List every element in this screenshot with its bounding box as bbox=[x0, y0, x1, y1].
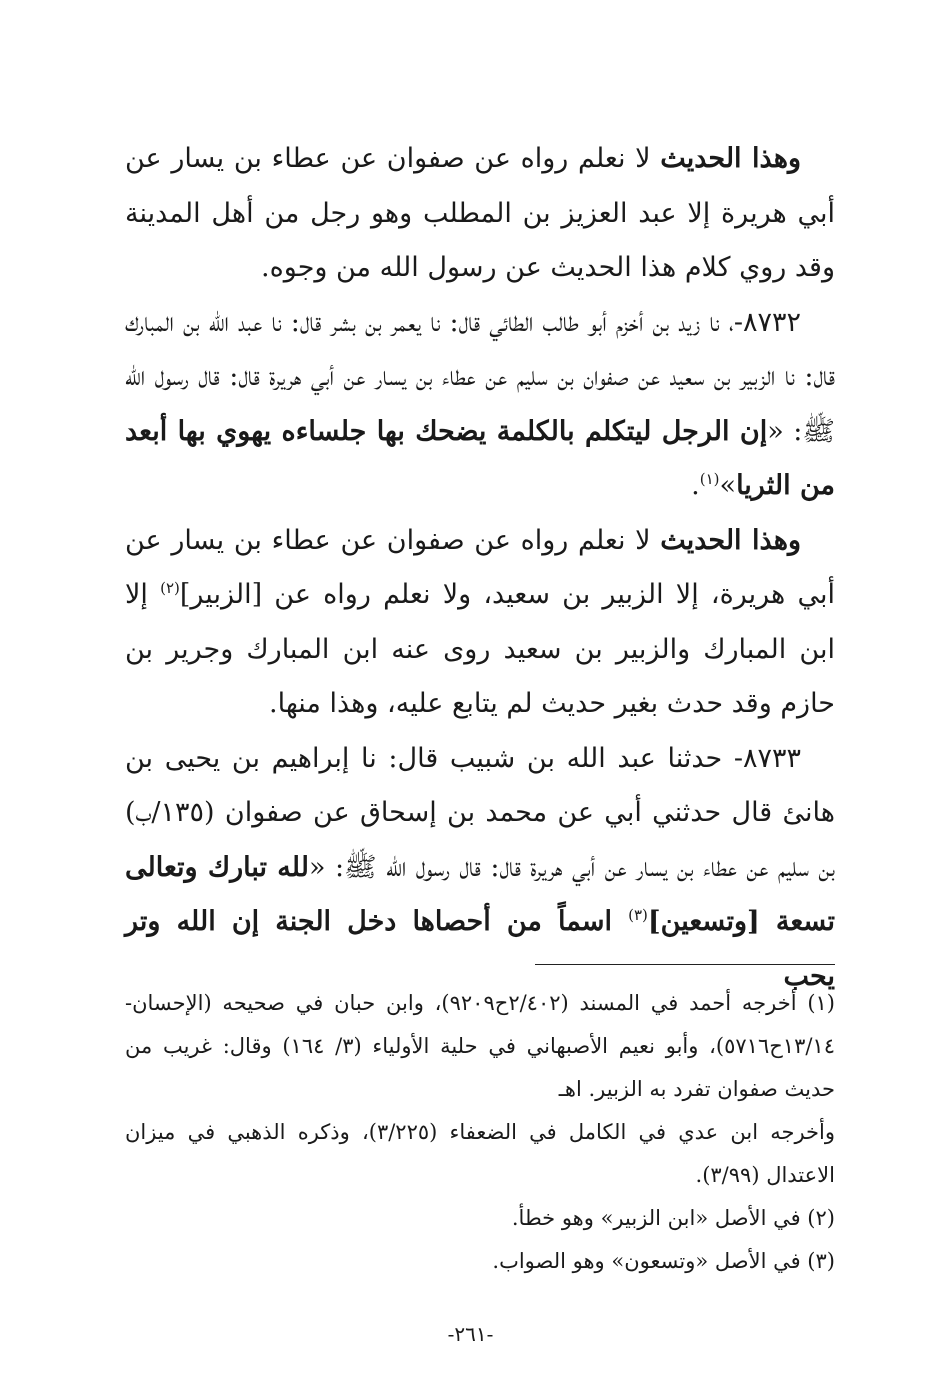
footnote-ref-3[interactable]: (٣) bbox=[628, 906, 648, 924]
paragraph-text: لا نعلم رواه عن صفوان عن عطاء بن يسار عن أبي هريرة إلا عبد العزيز بن المطلب وهو رجل من أهل المدينة وقد روي كلام هذا الحديث عن رسول الله من وجوه. bbox=[125, 143, 835, 283]
bold-lead: وهذا الحديث bbox=[660, 143, 801, 174]
footnotes-section bbox=[125, 982, 835, 1283]
footnote-3: (٣) في الأصل «وتسعون» وهو الصواب. bbox=[492, 1249, 835, 1273]
paragraph-tail: . bbox=[691, 470, 700, 501]
footnote-ref-2[interactable]: (٢) bbox=[160, 579, 180, 597]
footnote-1: (١) أخرجه أحمد في المسند (٢/٤٠٢ح٩٢٠٩)، وابن حبان في صحيحه (الإحسان- ١٣/١٤ح٥٧١٦)، وأبو نعيم الأصبهاني في حلية الأولياء (٣/ ١٦٤) وقال: غريب من حديث صفوان تفرد به الزبير. اهـ bbox=[125, 991, 835, 1101]
main-text-body bbox=[125, 132, 835, 1004]
paragraph-text: ٨٧٣٣- حدثنا عبد الله بن شبيب قال: نا إبراهيم بن يحيى بن هانئ قال حدثني أبي عن محمد بن إسحاق عن صفوان (١٣٥/ب) بن سليم عن عطاء بن يسار عن أبي هريرة قال: قال رسول الله ﷺ: « bbox=[125, 742, 835, 883]
footnote-separator bbox=[535, 964, 835, 965]
footnote-1-continued: وأخرجه ابن عدي في الكامل في الضعفاء (٣/٢٢٥)، وذكره الذهبي في ميزان الاعتدال (٣/٩٩). bbox=[125, 1120, 835, 1187]
hadith-quote: إن الرجل ليتكلم بالكلمة يضحك بها جلساءه يهوي بها أبعد من الثريا bbox=[125, 415, 835, 501]
paragraph-text: ٨٧٣٢-، نا زيد بن أخزم أبو طالب الطائي قال: نا يعمر بن بشر قال: نا عبد الله بن المبارك قال: نا الزبير بن سعيد عن صفوان بن سليم عن عطاء بن يسار عن أبي هريرة قال: قال رسول الله ﷺ: « bbox=[125, 306, 835, 447]
paragraph-text: لا نعلم رواه عن صفوان عن عطاء بن يسار عن أبي هريرة، إلا الزبير بن سعيد، ولا نعلم رواه عن [الزبير] bbox=[125, 524, 835, 610]
hadith-quote: لله تبارك وتعالى تسعة [وتسعين] bbox=[125, 851, 835, 937]
quote-close: » bbox=[719, 470, 737, 501]
paragraph-1 bbox=[125, 132, 835, 296]
paragraph-3 bbox=[125, 514, 835, 732]
page-number: -٢٦١- bbox=[447, 1322, 494, 1346]
hadith-quote-continued: اسماً من أحصاها دخل الجنة إن الله وتر يحب bbox=[125, 906, 835, 992]
footnote-ref-1[interactable]: (١) bbox=[699, 470, 720, 488]
footnote-2: (٢) في الأصل «ابن الزبير» وهو خطأ. bbox=[511, 1206, 835, 1230]
paragraph-tail: إلا ابن المبارك والزبير بن سعيد روى عنه ابن المبارك وجرير بن حازم وقد حدث بغير حديث لم يتابع عليه، وهذا منها. bbox=[125, 579, 835, 719]
bold-lead: وهذا الحديث bbox=[660, 524, 801, 556]
paragraph-hadith-8732 bbox=[125, 296, 835, 514]
